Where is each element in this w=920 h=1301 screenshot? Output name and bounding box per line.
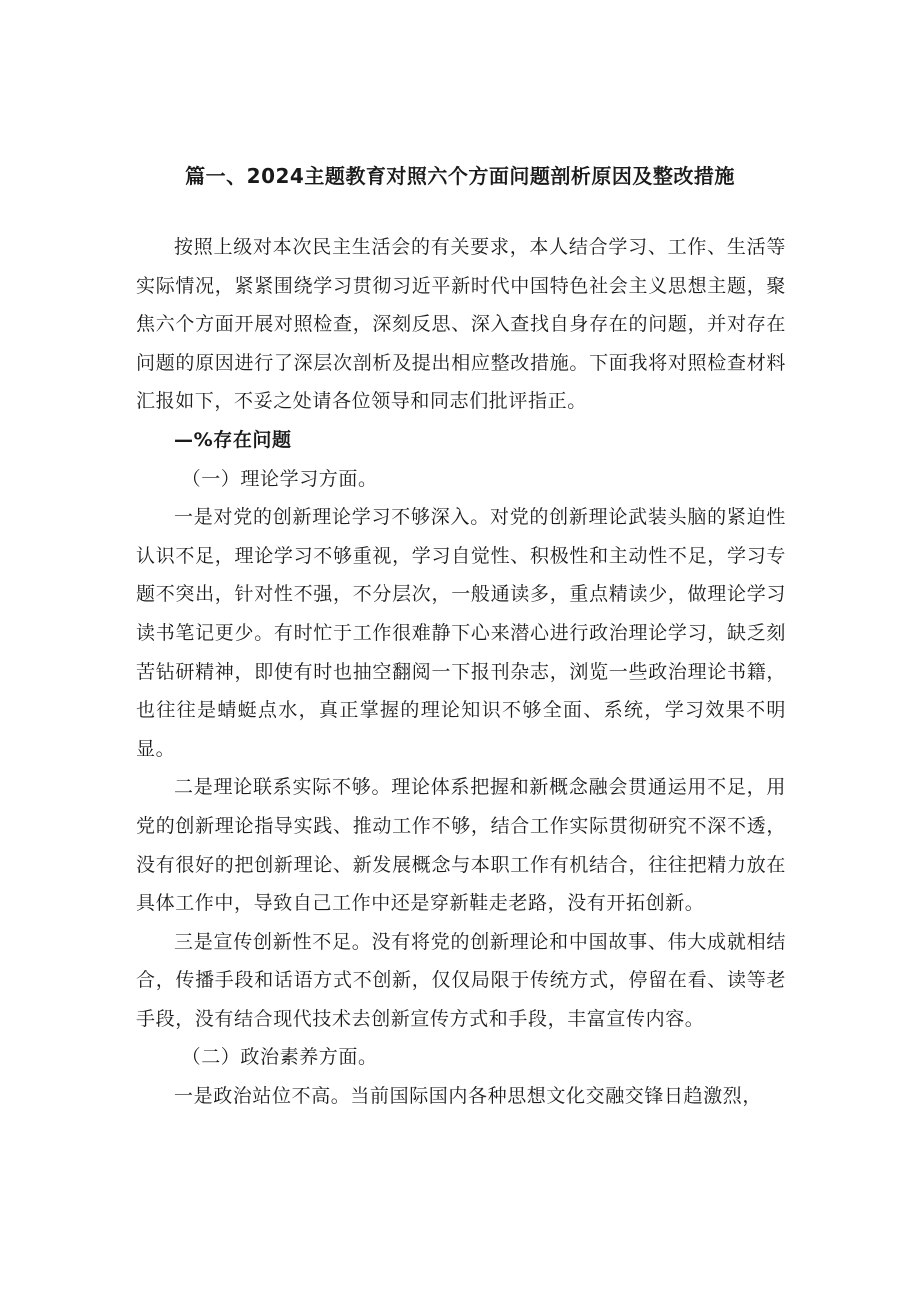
document-title: 篇一、2024主题教育对照六个方面问题剖析原因及整改措施: [185, 164, 735, 188]
document-body: [136, 228, 786, 1116]
subsection-heading-political-literacy: （二）政治素养方面。: [181, 1046, 378, 1069]
political-literacy-point-1: 一是政治站位不高。当前国际国内各种思想文化交融交锋日趋激烈，: [174, 1085, 763, 1108]
intro-paragraph: 按照上级对本次民主生活会的有关要求，本人结合学习、工作、生活等实际情况，紧紧围绕学习贯彻习近平新时代中国特色社会主义思想主题，聚焦六个方面开展对照检查，深刻反思、深入查找自身存在的问题，并对存在问题的原因进行了深层次剖析及提出相应整改措施。下面我将对照检查材料汇报如下，不妥之处请各位领导和同志们批评指正。: [136, 236, 786, 413]
theory-study-point-3: 三是宣传创新性不足。没有将党的创新理论和中国故事、伟大成就相结合，传播手段和话语方式不创新，仅仅局限于传统方式，停留在看、读等老手段，没有结合现代技术去创新宣传方式和手段，丰富宣传内容。: [136, 930, 786, 1030]
theory-study-point-1: 一是对党的创新理论学习不够深入。对党的创新理论武装头脑的紧迫性认识不足，理论学习不够重视，学习自觉性、积极性和主动性不足，学习专题不突出，针对性不强，不分层次，一般通读多，重点精读少，做理论学习读书笔记更少。有时忙于工作很难静下心来潜心进行政治理论学习，缺乏刻苦钻研精神，即使有时也抽空翻阅一下报刊杂志，浏览一些政治理论书籍，也往往是蜻蜓点水，真正掌握的理论知识不够全面、系统，学习效果不明显。: [136, 506, 786, 760]
section-heading-problems: —%存在问题: [174, 428, 292, 451]
theory-study-point-2: 二是理论联系实际不够。理论体系把握和新概念融会贯通运用不足，用党的创新理论指导实践、推动工作不够，结合工作实际贯彻研究不深不透，没有很好的把创新理论、新发展概念与本职工作有机结合，往往把精力放在具体工作中，导致自己工作中还是穿新鞋走老路，没有开拓创新。: [136, 776, 786, 915]
subsection-heading-theory-study: （一）理论学习方面。: [181, 467, 378, 490]
